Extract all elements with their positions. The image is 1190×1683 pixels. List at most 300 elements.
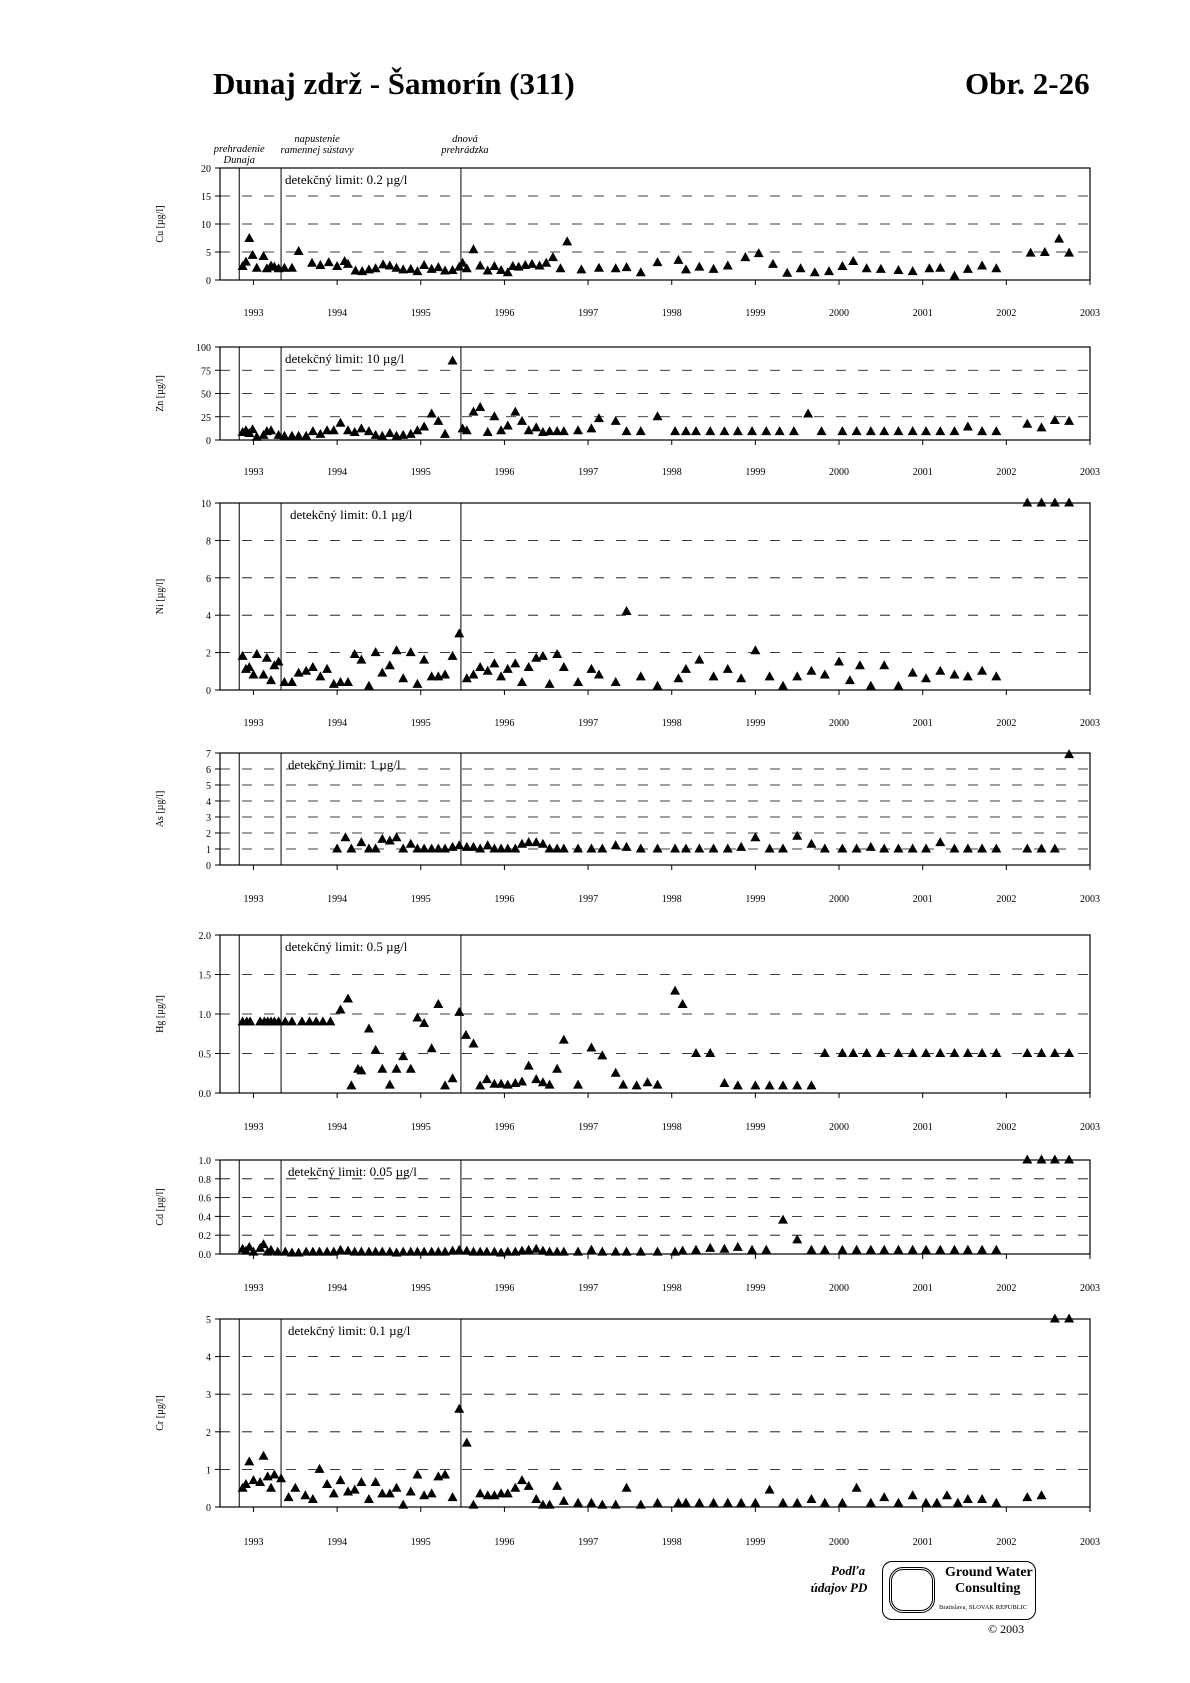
- x-tick-label: 1999: [745, 894, 766, 905]
- data-point: [1036, 1490, 1046, 1499]
- data-point: [433, 999, 443, 1008]
- detection-limit-label: detekčný limit: 0.05 µg/l: [288, 1164, 417, 1179]
- data-point: [747, 1245, 757, 1254]
- y-tick-label: 6: [206, 765, 211, 776]
- data-point: [517, 677, 527, 686]
- y-tick-label: 4: [206, 611, 211, 623]
- x-tick-label: 1995: [410, 308, 431, 319]
- x-tick-label: 2000: [829, 1122, 850, 1133]
- data-point: [392, 832, 402, 841]
- data-point: [427, 1488, 437, 1497]
- data-point: [398, 844, 408, 853]
- data-point: [287, 1016, 297, 1025]
- data-point: [705, 426, 715, 435]
- logo-name-line2: Consulting: [955, 1581, 1021, 1596]
- data-point: [719, 426, 729, 435]
- data-point: [1064, 416, 1074, 425]
- data-point: [1022, 844, 1032, 853]
- event-label-line2: ramennej sústavy: [280, 145, 354, 156]
- x-tick-label: 2002: [996, 894, 1017, 905]
- data-point: [1050, 1314, 1060, 1323]
- data-point: [475, 662, 485, 671]
- y-tick-label: 50: [201, 389, 211, 401]
- page-title: Dunaj zdrž - Šamorín (311): [213, 66, 575, 101]
- data-point: [949, 271, 959, 280]
- event-label-line2: prehrádzka: [441, 145, 489, 156]
- data-point: [594, 263, 604, 272]
- data-point: [412, 1470, 422, 1479]
- data-point: [691, 1048, 701, 1057]
- data-point: [681, 844, 691, 853]
- x-tick-label: 1998: [661, 1122, 682, 1133]
- data-point: [820, 1498, 830, 1507]
- data-point: [963, 1245, 973, 1254]
- data-point: [747, 426, 757, 435]
- data-point: [392, 645, 402, 654]
- data-point: [597, 1247, 607, 1256]
- data-point: [963, 1048, 973, 1057]
- x-tick-label: 2002: [996, 1283, 1017, 1294]
- data-point: [733, 1242, 743, 1251]
- data-point: [538, 651, 548, 660]
- x-tick-label: 2001: [912, 467, 933, 478]
- data-point: [723, 261, 733, 270]
- data-point: [252, 649, 262, 658]
- data-point: [991, 844, 1001, 853]
- data-point: [932, 1498, 942, 1507]
- y-axis-label: Cd [µg/l]: [155, 1188, 166, 1226]
- data-point: [837, 1245, 847, 1254]
- data-point: [908, 1490, 918, 1499]
- data-point: [300, 1490, 310, 1499]
- data-point: [632, 1080, 642, 1089]
- data-point: [364, 681, 374, 690]
- data-point: [866, 681, 876, 690]
- data-point: [1022, 419, 1032, 428]
- data-point: [977, 1245, 987, 1254]
- data-point: [963, 264, 973, 273]
- x-tick-label: 1997: [578, 894, 599, 905]
- data-point: [935, 1048, 945, 1057]
- data-point: [622, 842, 632, 851]
- data-point: [412, 679, 422, 688]
- data-point: [806, 1494, 816, 1503]
- y-tick-label: 0.0: [198, 1089, 211, 1100]
- data-point: [977, 1494, 987, 1503]
- data-point: [855, 660, 865, 669]
- data-point: [908, 266, 918, 275]
- data-point: [356, 423, 366, 432]
- data-point: [750, 832, 760, 841]
- data-point: [622, 426, 632, 435]
- data-point: [820, 670, 830, 679]
- data-point: [1022, 1155, 1032, 1164]
- x-tick-label: 1996: [494, 718, 515, 729]
- data-point: [977, 261, 987, 270]
- data-point: [573, 844, 583, 853]
- data-point: [611, 1500, 621, 1509]
- data-point: [691, 426, 701, 435]
- data-point: [1054, 234, 1064, 243]
- data-point: [848, 256, 858, 265]
- data-point: [1022, 498, 1032, 507]
- x-tick-label: 1999: [745, 308, 766, 319]
- data-point: [949, 1245, 959, 1254]
- data-point: [709, 1498, 719, 1507]
- data-point: [462, 1438, 472, 1447]
- data-point: [461, 1030, 471, 1039]
- data-point: [562, 236, 572, 245]
- data-point: [284, 1492, 294, 1501]
- data-point: [586, 1042, 596, 1051]
- data-point: [559, 844, 569, 853]
- x-tick-label: 1997: [578, 308, 599, 319]
- y-axis-label: As [µg/l]: [155, 790, 166, 828]
- data-point: [308, 662, 318, 671]
- data-point: [1050, 1155, 1060, 1164]
- x-tick-label: 2000: [829, 1537, 850, 1548]
- data-point: [552, 649, 562, 658]
- data-point: [949, 1048, 959, 1057]
- data-point: [879, 1245, 889, 1254]
- data-point: [653, 1498, 663, 1507]
- data-point: [681, 264, 691, 273]
- data-point: [991, 426, 1001, 435]
- data-point: [586, 423, 596, 432]
- x-tick-label: 1993: [243, 1122, 264, 1133]
- data-point: [778, 844, 788, 853]
- data-point: [765, 671, 775, 680]
- event-label: prehradenie: [213, 144, 265, 155]
- logo-mark-icon: [889, 1567, 935, 1613]
- x-tick-label: 1997: [578, 718, 599, 729]
- data-point: [332, 844, 342, 853]
- x-tick-label: 1998: [661, 1283, 682, 1294]
- x-tick-label: 1998: [661, 467, 682, 478]
- data-point: [252, 263, 262, 272]
- data-point: [736, 673, 746, 682]
- data-point: [837, 261, 847, 270]
- credit-text: Podľa: [830, 1563, 866, 1578]
- y-tick-label: 2.0: [198, 931, 211, 942]
- data-point: [908, 1245, 918, 1254]
- x-tick-label: 1995: [410, 467, 431, 478]
- data-point: [406, 839, 416, 848]
- y-tick-label: 5: [206, 248, 211, 259]
- data-point: [991, 1048, 1001, 1057]
- y-tick-label: 0.5: [198, 1049, 211, 1061]
- data-point: [510, 658, 520, 667]
- credit-text-source: údajov PD: [810, 1580, 868, 1595]
- data-point: [820, 844, 830, 853]
- x-tick-label: 1999: [745, 1537, 766, 1548]
- x-tick-label: 1994: [327, 308, 348, 319]
- data-point: [694, 844, 704, 853]
- data-point: [792, 1234, 802, 1243]
- x-tick-label: 2000: [829, 718, 850, 729]
- data-point: [1064, 1314, 1074, 1323]
- x-tick-label: 2001: [912, 308, 933, 319]
- x-tick-label: 1995: [410, 718, 431, 729]
- data-point: [1064, 1048, 1074, 1057]
- data-point: [335, 1475, 345, 1484]
- x-tick-label: 1993: [243, 467, 264, 478]
- data-point: [244, 233, 254, 242]
- data-point: [709, 671, 719, 680]
- x-tick-label: 2000: [829, 1283, 850, 1294]
- data-point: [392, 1064, 402, 1073]
- company-logo: [882, 1561, 1036, 1620]
- data-point: [454, 1007, 464, 1016]
- data-point: [266, 675, 276, 684]
- data-point: [398, 673, 408, 682]
- data-point: [559, 1035, 569, 1044]
- data-point: [792, 831, 802, 840]
- data-point: [876, 1048, 886, 1057]
- data-point: [670, 986, 680, 995]
- data-point: [963, 844, 973, 853]
- data-point: [977, 426, 987, 435]
- data-point: [517, 1076, 527, 1085]
- data-point: [820, 1048, 830, 1057]
- x-tick-label: 1993: [243, 718, 264, 729]
- x-tick-label: 2000: [829, 467, 850, 478]
- data-point: [1050, 415, 1060, 424]
- data-point: [559, 1496, 569, 1505]
- y-tick-label: 1.0: [198, 1156, 211, 1167]
- data-point: [315, 260, 325, 269]
- data-point: [419, 421, 429, 430]
- data-point: [723, 664, 733, 673]
- data-point: [371, 647, 381, 656]
- y-tick-label: 100: [196, 343, 211, 354]
- data-point: [597, 1500, 607, 1509]
- data-point: [778, 1498, 788, 1507]
- x-tick-label: 2000: [829, 308, 850, 319]
- data-point: [924, 263, 934, 272]
- x-tick-label: 1997: [578, 1537, 599, 1548]
- y-tick-label: 7: [206, 749, 211, 760]
- x-tick-label: 1997: [578, 1283, 599, 1294]
- x-tick-label: 1993: [243, 1537, 264, 1548]
- data-point: [454, 1245, 464, 1254]
- data-point: [733, 426, 743, 435]
- copyright: © 2003: [988, 1622, 1025, 1636]
- data-point: [517, 416, 527, 425]
- data-point: [290, 1483, 300, 1492]
- data-point: [611, 1068, 621, 1077]
- data-point: [782, 268, 792, 277]
- data-point: [322, 664, 332, 673]
- data-point: [622, 606, 632, 615]
- data-point: [653, 844, 663, 853]
- data-point: [866, 1245, 876, 1254]
- data-point: [709, 264, 719, 273]
- data-point: [307, 258, 317, 267]
- data-point: [1050, 844, 1060, 853]
- x-tick-label: 2001: [912, 1122, 933, 1133]
- data-point: [559, 1247, 569, 1256]
- data-point: [806, 839, 816, 848]
- data-point: [377, 834, 387, 843]
- data-point: [653, 1247, 663, 1256]
- data-point: [269, 1470, 279, 1479]
- data-point: [419, 655, 429, 664]
- data-point: [406, 647, 416, 656]
- data-point: [653, 257, 663, 266]
- data-point: [586, 844, 596, 853]
- y-tick-label: 20: [201, 164, 211, 175]
- data-point: [893, 1498, 903, 1507]
- data-point: [678, 999, 688, 1008]
- x-tick-label: 1999: [745, 467, 766, 478]
- y-tick-label: 2: [206, 1427, 211, 1439]
- data-point: [308, 426, 318, 435]
- data-point: [792, 1498, 802, 1507]
- data-point: [709, 844, 719, 853]
- data-point: [977, 844, 987, 853]
- data-point: [719, 1078, 729, 1087]
- data-point: [893, 265, 903, 274]
- data-point: [775, 426, 785, 435]
- data-point: [852, 1245, 862, 1254]
- figure-number: Obr. 2-26: [965, 66, 1090, 101]
- data-point: [335, 418, 345, 427]
- data-point: [765, 844, 775, 853]
- data-point: [371, 844, 381, 853]
- data-point: [837, 1048, 847, 1057]
- data-point: [475, 1488, 485, 1497]
- x-tick-label: 1996: [494, 1537, 515, 1548]
- y-tick-label: 1.0: [198, 1010, 211, 1021]
- data-point: [673, 673, 683, 682]
- event-label-line2: Dunaja: [223, 155, 255, 166]
- data-point: [573, 1498, 583, 1507]
- data-point: [1022, 1492, 1032, 1501]
- x-tick-label: 2001: [912, 1283, 933, 1294]
- y-tick-label: 10: [201, 220, 211, 231]
- data-point: [346, 1080, 356, 1089]
- x-tick-label: 1996: [494, 1122, 515, 1133]
- x-tick-label: 1994: [327, 1122, 348, 1133]
- data-point: [448, 1073, 458, 1082]
- y-axis-label: Cr [µg/l]: [155, 1395, 166, 1431]
- x-tick-label: 2003: [1080, 894, 1100, 905]
- data-point: [723, 844, 733, 853]
- data-point: [761, 426, 771, 435]
- data-point: [642, 1077, 652, 1086]
- detection-limit-label: detekčný limit: 0.2 µg/l: [285, 172, 408, 187]
- y-tick-label: 4: [206, 1352, 211, 1364]
- data-point: [935, 666, 945, 675]
- data-point: [503, 421, 513, 430]
- data-point: [433, 262, 443, 271]
- data-point: [340, 832, 350, 841]
- data-point: [1036, 498, 1046, 507]
- y-tick-label: 5: [206, 781, 211, 792]
- data-point: [778, 1080, 788, 1089]
- data-point: [792, 1080, 802, 1089]
- x-tick-label: 2002: [996, 718, 1017, 729]
- data-point: [259, 670, 269, 679]
- data-point: [691, 1245, 701, 1254]
- data-point: [510, 407, 520, 416]
- data-point: [1064, 498, 1074, 507]
- data-point: [343, 677, 353, 686]
- data-point: [294, 246, 304, 255]
- data-point: [935, 1245, 945, 1254]
- data-point: [489, 411, 499, 420]
- y-tick-label: 25: [201, 412, 211, 424]
- data-point: [636, 844, 646, 853]
- data-point: [750, 1080, 760, 1089]
- data-point: [921, 1498, 931, 1507]
- x-tick-label: 1998: [661, 718, 682, 729]
- data-point: [398, 1051, 408, 1060]
- data-point: [406, 264, 416, 273]
- x-tick-label: 1999: [745, 718, 766, 729]
- data-point: [750, 1498, 760, 1507]
- data-point: [806, 666, 816, 675]
- y-tick-label: 0: [206, 436, 211, 447]
- data-point: [963, 671, 973, 680]
- data-point: [385, 1080, 395, 1089]
- data-point: [552, 1064, 562, 1073]
- y-axis-label: Hg [µg/l]: [155, 995, 166, 1033]
- data-point: [346, 844, 356, 853]
- data-point: [949, 426, 959, 435]
- data-point: [419, 260, 429, 269]
- data-point: [852, 844, 862, 853]
- x-tick-label: 1994: [327, 718, 348, 729]
- data-point: [454, 840, 464, 849]
- data-point: [392, 1483, 402, 1492]
- data-point: [406, 1064, 416, 1073]
- data-point: [653, 411, 663, 420]
- x-tick-label: 1999: [745, 1122, 766, 1133]
- y-tick-label: 2: [206, 648, 211, 660]
- data-point: [1036, 422, 1046, 431]
- x-tick-label: 1998: [661, 894, 682, 905]
- data-point: [740, 252, 750, 261]
- data-point: [427, 1043, 437, 1052]
- data-point: [385, 660, 395, 669]
- data-point: [555, 263, 565, 272]
- data-point: [736, 1498, 746, 1507]
- data-point: [325, 1016, 335, 1025]
- data-point: [963, 421, 973, 430]
- data-point: [765, 1080, 775, 1089]
- data-point: [440, 844, 450, 853]
- y-tick-label: 0: [206, 686, 211, 697]
- y-tick-label: 0.0: [198, 1250, 211, 1261]
- data-point: [468, 1039, 478, 1048]
- data-point: [350, 649, 360, 658]
- data-point: [862, 1048, 872, 1057]
- y-tick-label: 0.6: [198, 1193, 211, 1205]
- data-point: [803, 408, 813, 417]
- data-point: [705, 1048, 715, 1057]
- x-tick-label: 1995: [410, 1122, 431, 1133]
- x-tick-label: 1997: [578, 1122, 599, 1133]
- data-point: [483, 427, 493, 436]
- data-point: [448, 1492, 458, 1501]
- data-point: [531, 422, 541, 431]
- data-point: [262, 653, 272, 662]
- data-point: [991, 671, 1001, 680]
- data-point: [670, 844, 680, 853]
- data-point: [611, 263, 621, 272]
